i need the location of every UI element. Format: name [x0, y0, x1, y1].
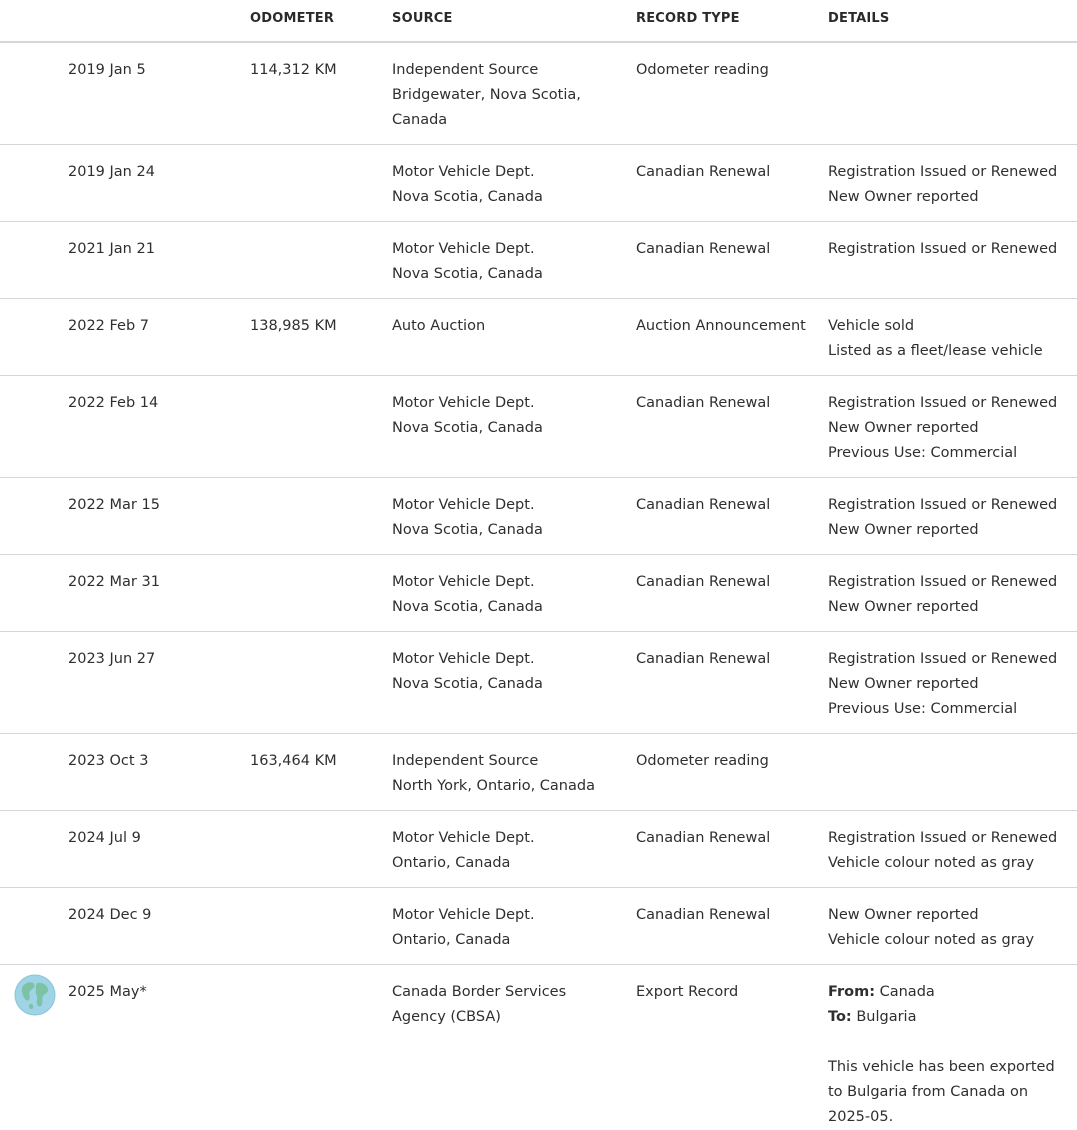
row-details-line: Vehicle colour noted as gray — [828, 932, 1035, 948]
row-details-line: Previous Use: Commercial — [828, 445, 1018, 461]
row-date: 2022 Mar 15 — [68, 497, 160, 513]
row-source — [392, 391, 624, 441]
row-details — [828, 826, 1068, 876]
row-details — [828, 647, 1068, 722]
row-details-line: Registration Issued or Renewed — [828, 241, 1058, 257]
header-odometer: ODOMETER — [250, 11, 335, 26]
row-date: 2023 Jun 27 — [68, 651, 156, 667]
table-row — [0, 888, 1077, 965]
row-source — [392, 314, 624, 339]
row-source — [392, 749, 624, 799]
row-details-line: Listed as a fleet/lease vehicle — [828, 343, 1043, 359]
row-source — [392, 237, 624, 287]
row-source-line: Independent Source — [392, 753, 539, 769]
row-date: 2019 Jan 5 — [68, 62, 146, 78]
row-record-type: Canadian Renewal — [636, 241, 771, 257]
export-from — [828, 980, 1068, 1005]
row-source-line: Nova Scotia, Canada — [392, 522, 543, 538]
row-details — [828, 391, 1068, 466]
row-details — [828, 237, 1068, 262]
row-date: 2023 Oct 3 — [68, 753, 149, 769]
row-details-line: Registration Issued or Renewed — [828, 830, 1058, 846]
row-date: 2022 Mar 31 — [68, 574, 160, 590]
row-source — [392, 903, 624, 953]
row-record-type: Canadian Renewal — [636, 164, 771, 180]
row-source-line: Motor Vehicle Dept. — [392, 574, 535, 590]
globe-icon — [14, 974, 56, 1016]
row-source-line: Motor Vehicle Dept. — [392, 164, 535, 180]
row-source-line: Ontario, Canada — [392, 932, 511, 948]
row-source-line: Canada Border Services — [392, 984, 567, 1000]
row-details-line: Vehicle colour noted as gray — [828, 855, 1035, 871]
row-source — [392, 160, 624, 210]
row-details-line: New Owner reported — [828, 676, 979, 692]
row-source-line: Canada — [392, 112, 448, 128]
row-details-line: Registration Issued or Renewed — [828, 164, 1058, 180]
table-row-export — [0, 965, 1077, 1124]
export-note-line: to Bulgaria from Canada on — [828, 1084, 1029, 1100]
row-record-type: Canadian Renewal — [636, 830, 771, 846]
row-source — [392, 826, 624, 876]
row-details-line: Registration Issued or Renewed — [828, 395, 1058, 411]
row-record-type: Canadian Renewal — [636, 497, 771, 513]
export-from-value: Canada — [879, 984, 935, 1000]
row-record-type: Canadian Renewal — [636, 907, 771, 923]
row-source — [392, 980, 624, 1030]
export-note-line: This vehicle has been exported — [828, 1059, 1055, 1075]
table-header — [0, 0, 1077, 43]
row-source-line: Motor Vehicle Dept. — [392, 651, 535, 667]
row-source-line: Nova Scotia, Canada — [392, 676, 543, 692]
row-odometer: 114,312 KM — [250, 62, 337, 78]
row-record-type: Odometer reading — [636, 753, 769, 769]
row-details — [828, 160, 1068, 210]
row-details-line: Registration Issued or Renewed — [828, 497, 1058, 513]
export-to-label: To: — [828, 1009, 852, 1025]
row-record-type: Export Record — [636, 984, 739, 1000]
row-details-line: Registration Issued or Renewed — [828, 574, 1058, 590]
row-source-line: Motor Vehicle Dept. — [392, 395, 535, 411]
row-source-line: Motor Vehicle Dept. — [392, 241, 535, 257]
table-row — [0, 145, 1077, 222]
row-record-type: Canadian Renewal — [636, 651, 771, 667]
row-date: 2019 Jan 24 — [68, 164, 155, 180]
row-details — [828, 980, 1068, 1130]
export-to-value: Bulgaria — [856, 1009, 917, 1025]
row-odometer: 138,985 KM — [250, 318, 337, 334]
table-row — [0, 376, 1077, 478]
row-source-line: Nova Scotia, Canada — [392, 599, 543, 615]
row-odometer: 163,464 KM — [250, 753, 337, 769]
row-details — [828, 314, 1068, 364]
table-row — [0, 43, 1077, 145]
row-source — [392, 570, 624, 620]
row-details-line: Previous Use: Commercial — [828, 701, 1018, 717]
row-date: 2021 Jan 21 — [68, 241, 155, 257]
row-details-line: New Owner reported — [828, 420, 979, 436]
row-details-line: New Owner reported — [828, 599, 979, 615]
row-details — [828, 903, 1068, 953]
row-record-type: Auction Announcement — [636, 318, 806, 334]
table-row — [0, 734, 1077, 811]
table-row — [0, 811, 1077, 888]
row-source-line: North York, Ontario, Canada — [392, 778, 595, 794]
row-source-line: Bridgewater, Nova Scotia, — [392, 87, 581, 103]
row-details — [828, 570, 1068, 620]
row-details-line: New Owner reported — [828, 522, 979, 538]
row-source-line: Ontario, Canada — [392, 855, 511, 871]
row-details-line: Registration Issued or Renewed — [828, 651, 1058, 667]
table-row — [0, 299, 1077, 376]
header-record-type: RECORD TYPE — [636, 11, 740, 26]
row-source-line: Motor Vehicle Dept. — [392, 497, 535, 513]
table-row — [0, 222, 1077, 299]
header-details: DETAILS — [828, 11, 890, 26]
row-source-line: Independent Source — [392, 62, 539, 78]
table-row — [0, 632, 1077, 734]
row-date: 2024 Jul 9 — [68, 830, 141, 846]
row-record-type: Canadian Renewal — [636, 395, 771, 411]
row-details-line: New Owner reported — [828, 907, 979, 923]
row-record-type: Odometer reading — [636, 62, 769, 78]
row-date: 2022 Feb 14 — [68, 395, 159, 411]
export-note-line: 2025-05. — [828, 1109, 894, 1125]
row-source-line: Motor Vehicle Dept. — [392, 907, 535, 923]
row-source-line: Nova Scotia, Canada — [392, 266, 543, 282]
row-source — [392, 58, 624, 133]
header-source: SOURCE — [392, 11, 453, 26]
row-source-line: Nova Scotia, Canada — [392, 420, 543, 436]
row-source-line: Auto Auction — [392, 318, 486, 334]
row-source — [392, 493, 624, 543]
row-details-line: New Owner reported — [828, 189, 979, 205]
row-details-line: Vehicle sold — [828, 318, 915, 334]
export-to — [828, 1005, 1068, 1030]
row-source — [392, 647, 624, 697]
row-date: 2022 Feb 7 — [68, 318, 150, 334]
table-row — [0, 478, 1077, 555]
row-source-line: Agency (CBSA) — [392, 1009, 501, 1025]
table-row — [0, 555, 1077, 632]
row-record-type: Canadian Renewal — [636, 574, 771, 590]
row-source-line: Nova Scotia, Canada — [392, 189, 543, 205]
row-source-line: Motor Vehicle Dept. — [392, 830, 535, 846]
row-date: 2024 Dec 9 — [68, 907, 152, 923]
row-date: 2025 May* — [68, 984, 147, 1000]
row-details — [828, 493, 1068, 543]
export-from-label: From: — [828, 984, 875, 1000]
